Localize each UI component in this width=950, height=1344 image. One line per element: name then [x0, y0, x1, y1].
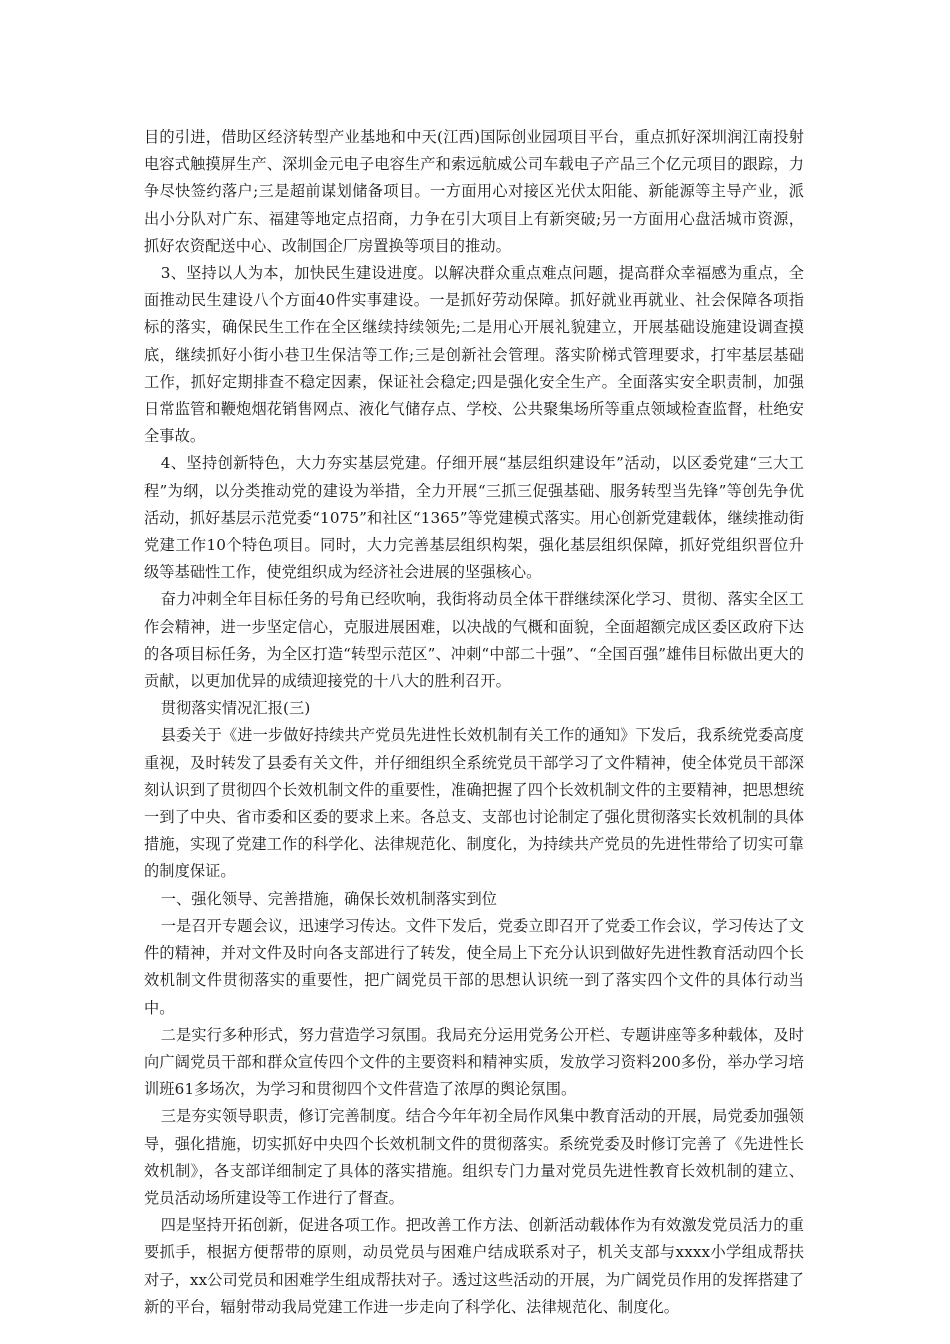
paragraph-party-building: 4、坚持创新特色，大力夯实基层党建。仔细开展“基层组织建设年”活动，以区委党建“三大工程”为纲，以分类推动党的建设为举措，全力开展“三抓三促强基础、服务转型当先锋”等创先争优活动，抓好基层示范党委“1075”和社区“1365”等党建模式落实。用心创新党建载体，继续推动街党建工作10个特色项目。同时，大力完善基层组织构架，强化基层组织保障，抓好党组织晋位升级等基础性工作，使党组织成为经济社会进展的坚强核心。 [144, 454, 804, 582]
document-page [144, 124, 804, 1321]
paragraph-investment-projects: 目的引进，借助区经济转型产业基地和中天(江西)国际创业园项目平台，重点抓好深圳润江南投射电容式触摸屏生产、深圳金元电子电容生产和索远航威公司车载电子产品三个亿元项目的跟踪，力争尽快签约落户;三是超前谋划储备项目。一方面用心对接区光伏太阳能、新能源等主导产业，派出小分队对广东、福建等地定点招商，力争在引大项目上有新突破;另一方面用心盘活城市资源，抓好农资配送中心、改制国企厂房置换等项目的推动。 [144, 128, 804, 255]
paragraph-point-two: 二是实行多种形式，努力营造学习氛围。我局充分运用党务公开栏、专题讲座等多种载体，及时向广阔党员干部和群众宣传四个文件的主要资料和精神实质，发放学习资料200多份，举办学习培训班61多场次，为学习和贯彻四个文件营造了浓厚的舆论氛围。 [144, 1025, 804, 1099]
paragraph-point-three: 三是夯实领导职责，修订完善制度。结合今年年初全局作风集中教育活动的开展，局党委加强领导，强化措施，切实抓好中央四个长效机制文件的贯彻落实。系统党委及时修订完善了《先进性长效机制》，各支部详细制定了具体的落实措施。组织专门力量对党员先进性教育长效机制的建立、党员活动场所建设等工作进行了督查。 [144, 1107, 804, 1207]
section-title-report-three: 贯彻落实情况汇报(三) [160, 699, 311, 718]
paragraph-conclusion: 奋力冲刺全年目标任务的号角已经吹响，我街将动员全体干群继续深化学习、贯彻、落实全区工作会精神，进一步坚定信心，克服进展困难，以决战的气概和面貌，全面超额完成区委区政府下达的各项目标任务，为全区打造“转型示范区”、冲刺“中部二十强”、“全国百强”雄伟目标做出更大的贡献，以更加优异的成绩迎接党的十八大的胜利召开。 [144, 590, 804, 691]
paragraph-point-one: 一是召开专题会议，迅速学习传达。文件下发后，党委立即召开了党委工作会议，学习传达了文件的精神，并对文件及时向各支部进行了转发，使全局上下充分认识到做好先进性教育活动四个长效机制文件贯彻落实的重要性，把广阔党员干部的思想认识统一到了落实四个文件的具体行动当中。 [144, 916, 804, 1017]
paragraph-county-notice: 县委关于《进一步做好持续共产党员先进性长效机制有关工作的通知》下发后，我系统党委高度重视，及时转发了县委有关文件，并仔细组织全系统党员干部学习了文件精神，使全体党员干部深刻认识到了贯彻四个长效机制文件的重要性，准确把握了四个长效机制文件的主要精神，把思想统一到了中央、省市委和区委的要求上来。各总支、支部也讨论制定了强化贯彻落实长效机制的具体措施，实现了党建工作的科学化、法律规范化、制度化，为持续共产党员的先进性带给了切实可靠的制度保证。 [144, 726, 804, 881]
paragraph-point-four: 四是坚持开拓创新，促进各项工作。把改善工作方法、创新活动载体作为有效激发党员活力的重要抓手，根据方便帮带的原则，动员党员与困难户结成联系对子，机关支部与xxxx小学组成帮扶对子，xx公司党员和困难学生组成帮扶对子。透过这些活动的开展，为广阔党员作用的发挥搭建了新的平台，辐射带动我局党建工作进一步走向了科学化、法律规范化、制度化。 [144, 1216, 804, 1316]
heading-strengthen-leadership: 一、强化领导、完善措施，确保长效机制落实到位 [160, 889, 498, 908]
paragraph-livelihood: 3、坚持以人为本，加快民生建设进度。以解决群众重点难点问题，提高群众幸福感为重点，全面推动民生建设八个方面40件实事建设。一是抓好劳动保障。抓好就业再就业、社会保障各项指标的落实，确保民生工作在全区继续持续领先;二是用心开展礼貌建立，开展基础设施建设调查摸底，继续抓好小街小巷卫生保洁等工作;三是创新社会管理。落实阶梯式管理要求，打牢基层基础工作，抓好定期排查不稳定因素，保证社会稳定;四是强化安全生产。全面落实安全职责制，加强日常监管和鞭炮烟花销售网点、液化气储存点、学校、公共聚集场所等重点领域检查监督，杜绝安全事故。 [144, 264, 804, 446]
